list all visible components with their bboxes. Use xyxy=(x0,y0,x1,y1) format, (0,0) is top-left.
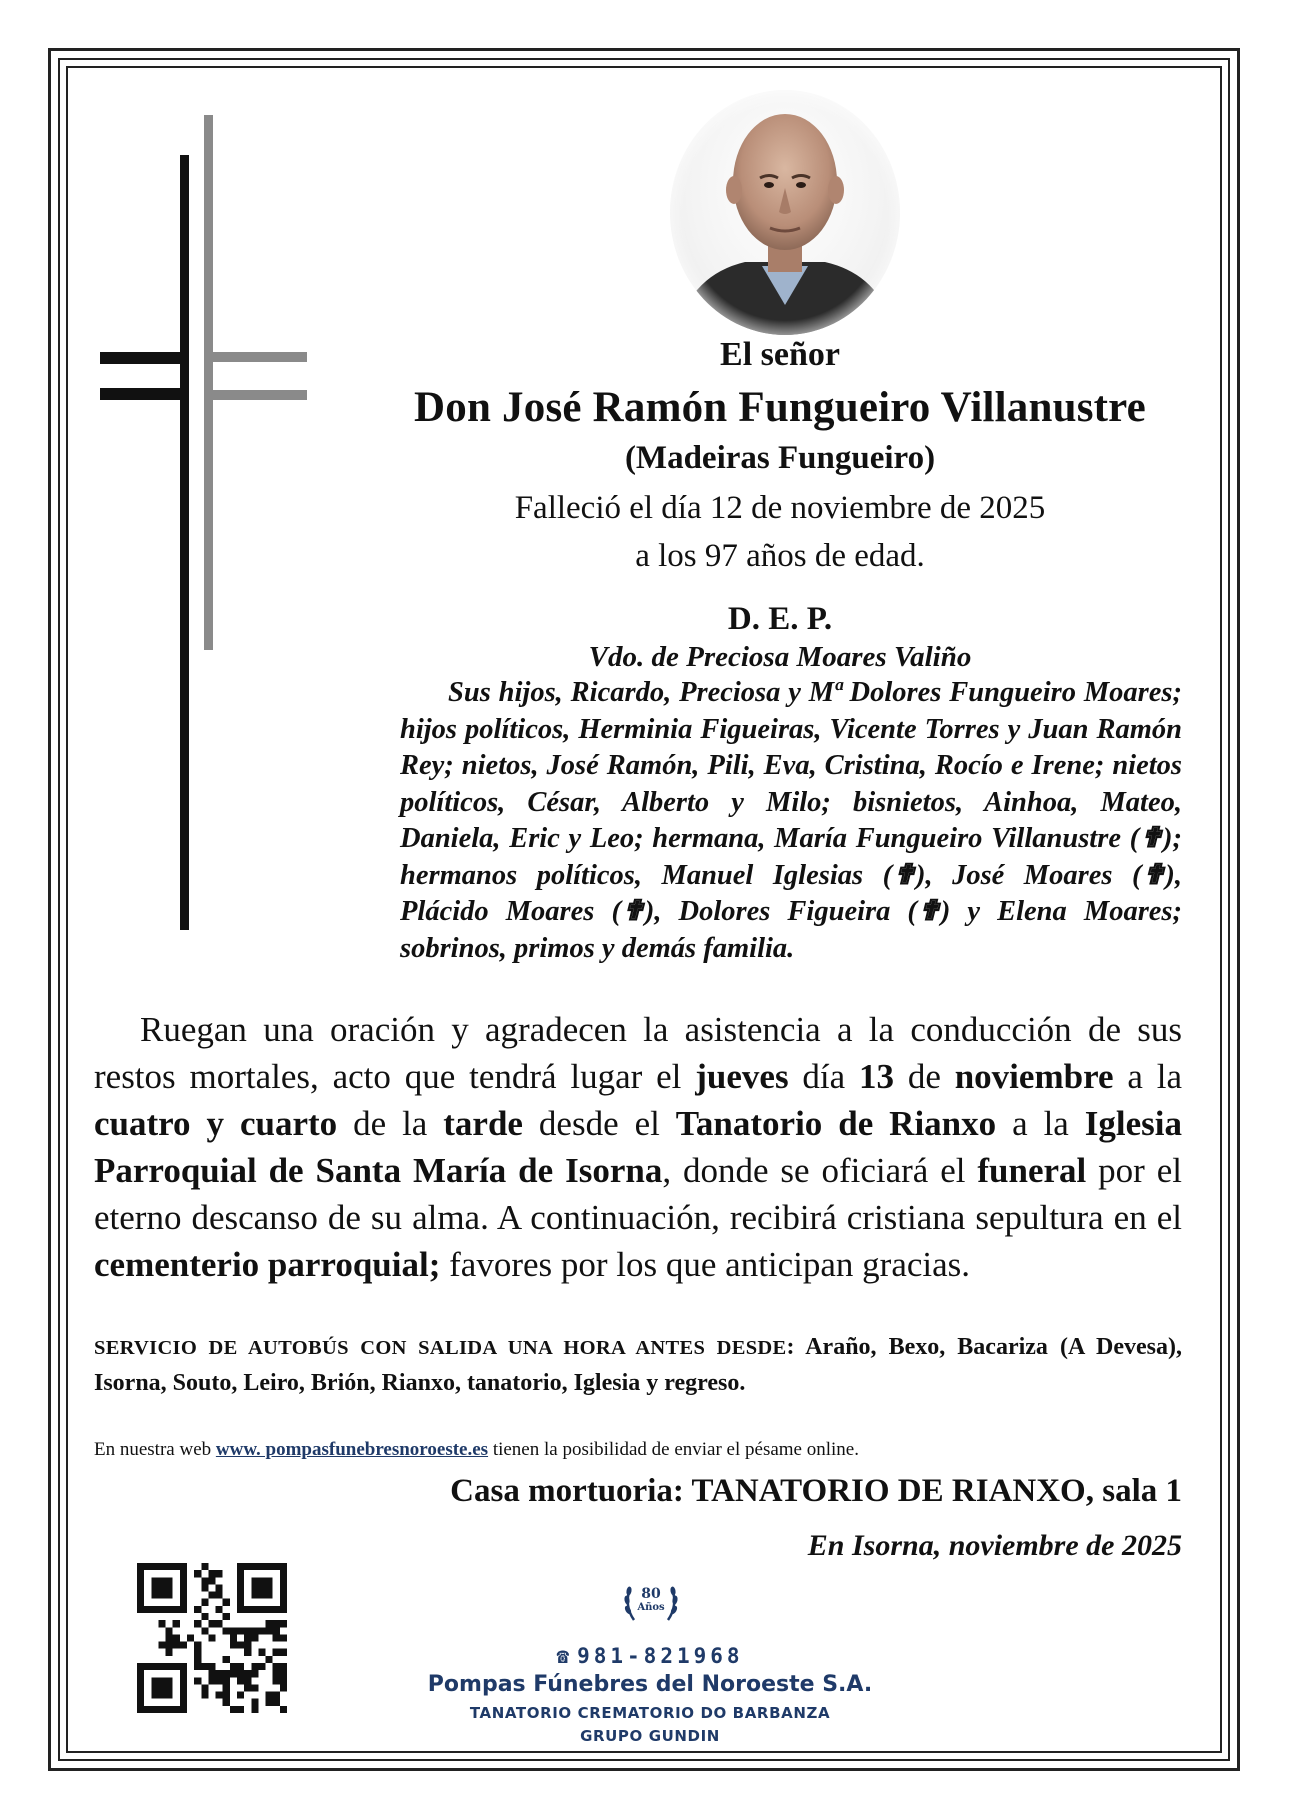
place-date-line: En Isorna, noviembre de 2025 xyxy=(807,1529,1182,1562)
company-name: Pompas Fúnebres del Noroeste S.A. xyxy=(427,1672,873,1697)
deceased-portrait xyxy=(670,90,900,335)
widow-line: Vdo. de Preciosa Moares Valiño xyxy=(588,641,972,673)
anniversary-badge-icon xyxy=(620,1570,682,1632)
funeral-home-line: Casa mortuoria: TANATORIO DE RIANXO, sala 1 xyxy=(450,1473,1182,1509)
deceased-name: Don José Ramón Fungueiro Villanustre xyxy=(414,384,1146,431)
intro-heading: El señor xyxy=(720,336,840,373)
cross-icon xyxy=(100,115,360,965)
bus-service-note: SERVICIO DE AUTOBÚS CON SALIDA UNA HORA ANTES DESDE: Araño, Bexo, Bacariza (A Devesa), Isorna, Souto, Leiro, Brión, Rianxo, tanatorio, Iglesia y regreso. xyxy=(94,1334,1182,1396)
phone-icon: ☎ xyxy=(556,1644,574,1668)
deceased-alias: (Madeiras Fungueiro) xyxy=(624,440,936,476)
death-date: Falleció el día 12 de noviembre de 2025 xyxy=(514,490,1046,526)
qr-code[interactable] xyxy=(133,1563,291,1713)
website-link[interactable]: www. pompasfunebresnoroeste.es xyxy=(215,1439,489,1460)
web-condolence-note: En nuestra web www. pompasfunebresnoroeste.es tienen la posibilidad de enviar el pésame online. xyxy=(94,1439,859,1460)
family-list: Sus hijos, Ricardo, Preciosa y Mª Dolores Fungueiro Moares; hijos políticos, Herminia Figueiras, Vicente Torres y Juan Ramón Rey; nietos, José Ramón, Pili, Eva, Cristina, Rocío e Irene; nietos políticos, César, Alberto y Milo; bisnietos, Ainhoa, Mateo, Daniela, Eric y Leo; hermana, María Fungueiro Villanustre (✟); hermanos políticos, Manuel Iglesias (✟), José Moares (✟), Plácido Moares (✟), Dolores Figueira (✟) y Elena Moares; sobrinos, primos y demás familia. xyxy=(400,677,1183,964)
company-group: GRUPO GUNDIN xyxy=(580,1727,720,1745)
cross-icon: ✟ xyxy=(1139,823,1164,854)
company-subtitle: TANATORIO CREMATORIO DO BARBANZA xyxy=(469,1704,831,1722)
cross-icon: ✟ xyxy=(892,859,916,891)
cross-icon: ✟ xyxy=(916,896,941,927)
badge-label: Años xyxy=(637,1602,665,1613)
cross-icon: ✟ xyxy=(620,896,645,927)
phone-number[interactable]: ☎ 981-821968 xyxy=(556,1644,744,1668)
badge-number: 80 xyxy=(641,1586,661,1602)
rip-line: D. E. P. xyxy=(727,601,833,637)
cross-icon: ✟ xyxy=(1141,859,1166,891)
ceremony-paragraph: Ruegan una oración y agradecen la asistencia a la conducción de sus restos mortales, acto que tendrá lugar el jueves día 13 de noviembre a la cuatro y cuarto de la tarde desde el Tanatorio de Rianxo a la Iglesia Parroquial de Santa María de Isorna, donde se oficiará el funeral por el eterno descanso de su alma. A continuación, recibirá cristiana sepultura en el cementerio parroquial; favores por los que anticipan gracias. xyxy=(94,1010,1183,1284)
age-line: a los 97 años de edad. xyxy=(635,538,925,574)
